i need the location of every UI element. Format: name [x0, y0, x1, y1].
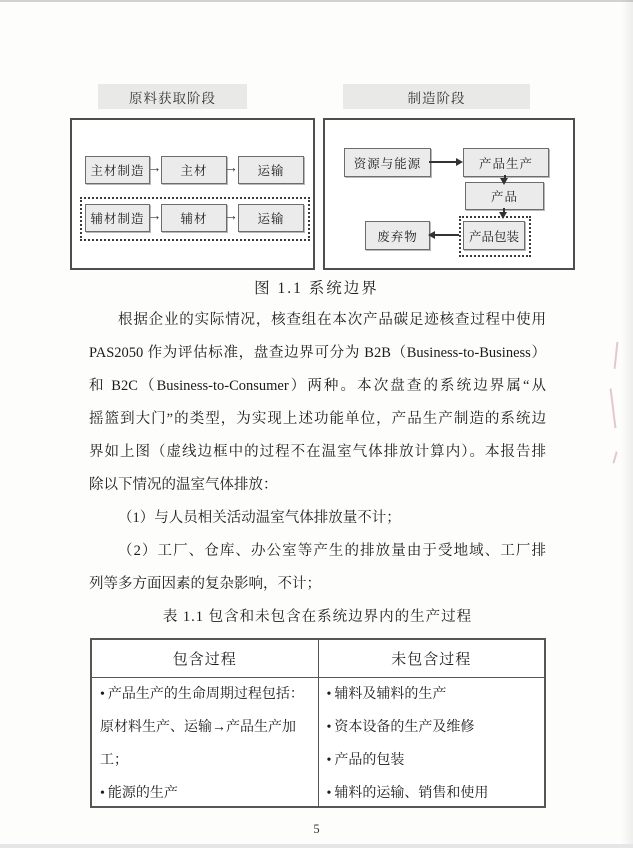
excluded-item-text: 产品的包装	[334, 753, 405, 768]
flow-box-product: 产品	[465, 182, 544, 210]
arrow-right-icon: →	[147, 209, 162, 224]
flow-box-resources-energy: 资源与能源	[344, 148, 431, 177]
flow-box-main-material: 主材	[161, 156, 227, 184]
flow-box-aux-material-manufacture: 辅材制造	[85, 204, 150, 232]
excluded-item	[327, 711, 537, 744]
bullet-icon: •	[100, 687, 105, 702]
paragraph-line: 摇篮到大门”的类型，为实现上述功能单位，产品生产制造的系统边	[89, 411, 546, 427]
page-number: 5	[313, 822, 320, 836]
paragraph-line: 和 B2C（Business-to-Consumer）两种。本次盘查的系统边界属“从	[89, 378, 546, 394]
excluded-item	[327, 777, 537, 810]
table-header-excluded: 未包含过程	[318, 640, 545, 677]
arrow-right-icon: →	[224, 209, 238, 224]
flow-box-transport: 运输	[238, 204, 304, 232]
stage-label-raw-material	[98, 84, 247, 109]
table-header-included: 包含过程	[172, 652, 237, 668]
arrow-head-right-icon	[456, 158, 463, 166]
list-item-2-continued: 列等多方面因素的复杂影响，不计；	[89, 576, 321, 592]
bullet-icon: •	[100, 786, 105, 801]
paragraph-line: 界如上图（虚线边框中的过程不在温室气体排放计算内）。本报告排	[89, 444, 546, 460]
flow-box-product-packaging: 产品包装	[463, 221, 525, 250]
included-item-text: 能源的生产	[107, 786, 178, 801]
stage-label-text: 制造阶段	[407, 90, 466, 106]
excluded-item-text: 辅料的运输、销售和使用	[334, 786, 489, 801]
flow-box-aux-material: 辅材	[161, 204, 227, 232]
margin-handwriting-mark	[610, 388, 622, 429]
table-header-row	[92, 640, 544, 678]
table-body-row	[92, 678, 544, 807]
bullet-icon: •	[326, 687, 332, 702]
figure-caption: 图 1.1 系统边界	[254, 280, 379, 297]
figure-panel-manufacturing	[323, 118, 575, 270]
included-item-text: 产品生产的生命周期过程包括：原材料生产、运输→产品生产加工；	[100, 687, 304, 768]
body-text	[89, 304, 546, 634]
flow-box-waste: 废弃物	[365, 221, 430, 250]
bullet-icon: •	[326, 753, 332, 768]
bullet-icon: •	[326, 720, 332, 735]
flow-box-transport: 运输	[238, 156, 304, 184]
table-caption: 表 1.1 包含和未包含在系统边界内的生产过程	[162, 609, 473, 625]
system-boundary-table	[90, 638, 546, 808]
scan-top-edge	[0, 0, 633, 2]
stage-label-manufacturing	[343, 84, 530, 109]
bullet-icon: •	[326, 786, 332, 801]
paragraph-line: PAS2050 作为评估标准，盘查边界可分为 B2B（Business-to-Business）	[89, 345, 546, 361]
paragraph-line: 除以下情况的温室气体排放：	[89, 477, 278, 493]
excluded-item	[327, 744, 537, 777]
stage-label-text: 原料获取阶段	[129, 90, 216, 106]
arrow-head-down-icon	[500, 178, 508, 185]
flow-box-main-material-manufacture: 主材制造	[85, 156, 150, 184]
excluded-item-text: 资本设备的生产及维修	[334, 720, 475, 735]
excluded-item-text: 辅料及辅料的生产	[334, 687, 447, 702]
included-item	[100, 678, 310, 777]
arrow-head-left-icon	[428, 231, 435, 239]
arrow-line	[435, 234, 459, 236]
table-cell-excluded	[318, 678, 545, 807]
scan-right-shading	[621, 0, 633, 848]
arrow-head-down-icon	[499, 212, 507, 219]
included-item	[100, 777, 310, 810]
flow-box-product-production: 产品生产	[463, 148, 549, 177]
arrow-line	[429, 161, 457, 163]
scan-bottom-edge	[0, 844, 633, 848]
arrow-right-icon: →	[224, 161, 238, 176]
figure-panel-raw-material	[70, 118, 315, 270]
paragraph-line: 根据企业的实际情况，核查组在本次产品碳足迹核查过程中使用	[118, 312, 546, 328]
table-cell-included	[92, 678, 318, 807]
list-item-2: （2）工厂、仓库、办公室等产生的排放量由于受地域、工厂排	[118, 543, 546, 559]
excluded-item	[327, 678, 537, 711]
arrow-right-icon: →	[147, 161, 162, 176]
list-item-1: （1）与人员相关活动温室气体排放量不计；	[118, 510, 401, 526]
